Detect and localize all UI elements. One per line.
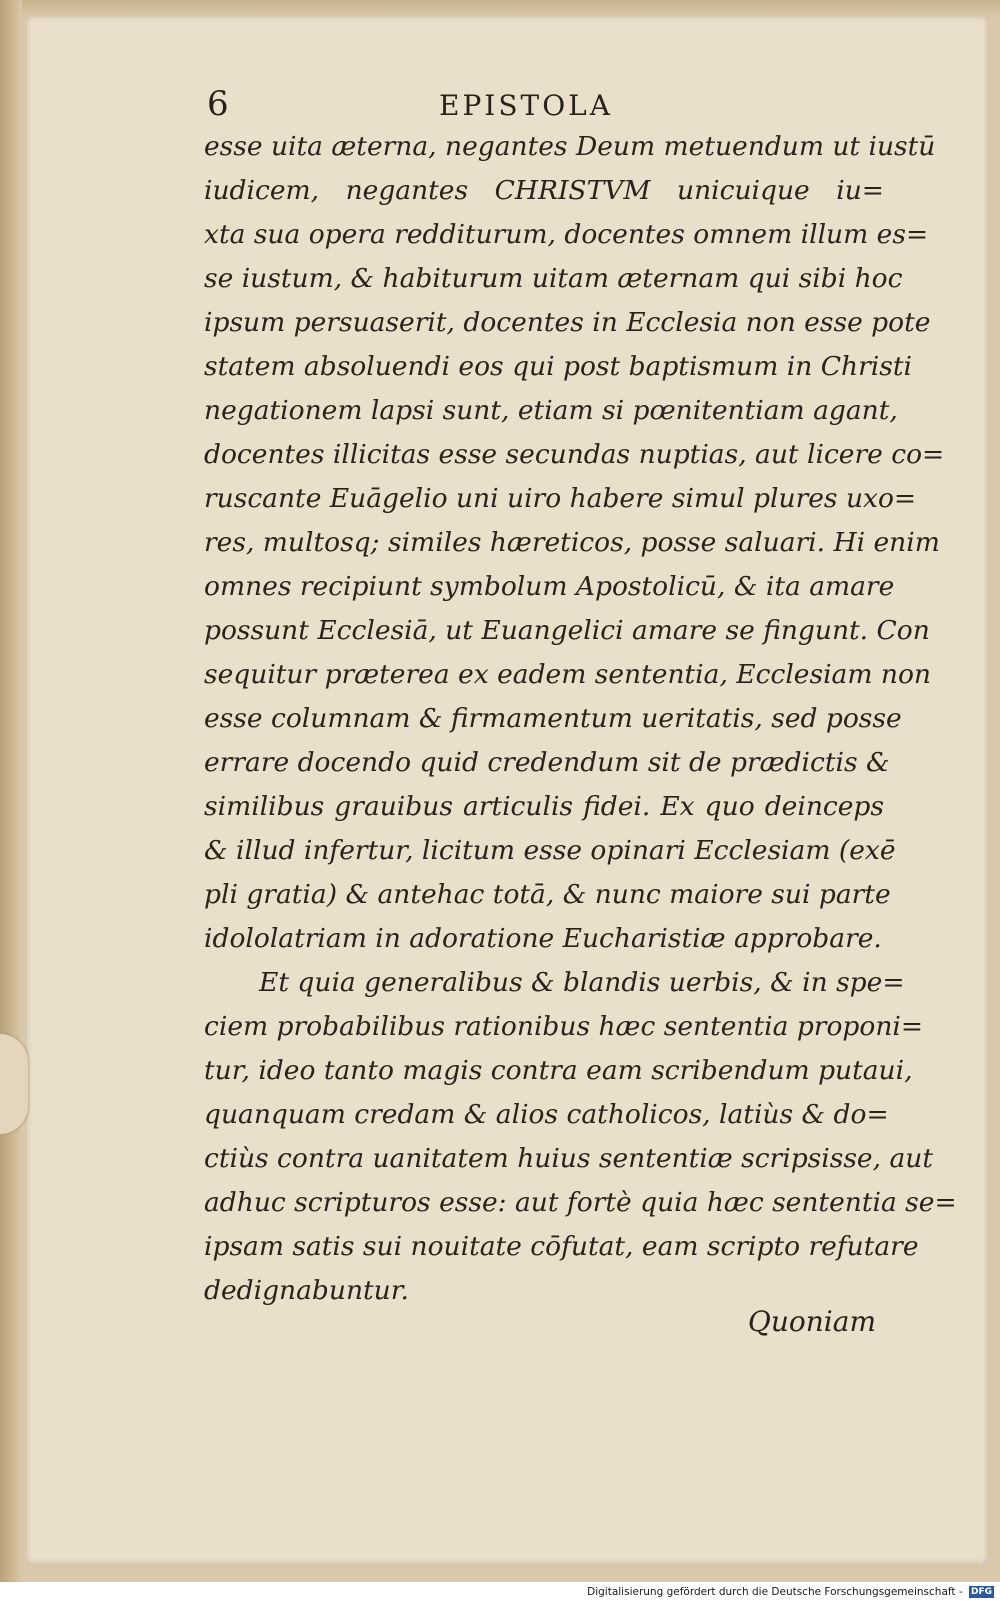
text-line: docentes illicitas esse secundas nuptias, aut licere co= — [204, 439, 945, 470]
text-line: res, multosq; similes hæreticos, posse saluari. Hi enim — [204, 527, 940, 558]
page-body — [204, 125, 957, 1313]
dfg-logo-icon: DFG — [970, 1587, 992, 1597]
text-line: pli gratia) & antehac totā, & nunc maiore sui parte — [204, 879, 891, 910]
page-tab-marker — [0, 1034, 28, 1134]
text-line: quanquam credam & alios catholicos, latiùs & do= — [204, 1099, 889, 1130]
text-line: ipsam satis sui nouitate cōfutat, eam scripto refutare — [204, 1231, 919, 1262]
text-line: & illud infertur, licitum esse opinari Ecclesiam (exē — [204, 835, 896, 866]
text-line: omnes recipiunt symbolum Apostolicū, & ita amare — [204, 571, 895, 602]
text-line: idololatriam in adoratione Eucharistiæ approbare. — [204, 923, 882, 954]
text-line: iudicem, negantes CHRISTVM unicuique iu= — [204, 175, 884, 206]
text-line: adhuc scripturos esse: aut fortè quia hæc sententia se= — [204, 1187, 957, 1218]
text-line: xta sua opera redditurum, docentes omnem illum es= — [204, 219, 929, 250]
text-line: esse uita æterna, negantes Deum metuendum ut iustū — [204, 131, 936, 162]
text-line: se iustum, & habiturum uitam æternam qui sibi hoc — [204, 263, 903, 294]
text-line: Et quia generalibus & blandis uerbis, & in spe= — [259, 967, 905, 998]
text-line: dedignabuntur. — [204, 1275, 409, 1306]
text-line: negationem lapsi sunt, etiam si pœnitentiam agant, — [204, 395, 898, 426]
text-line: similibus grauibus articulis fidei. Ex quo deinceps — [204, 791, 884, 822]
binding-left-edge — [0, 0, 22, 1582]
credit-text: Digitalisierung gefördert durch die Deutsche Forschungsgemeinschaft - — [587, 1586, 963, 1598]
running-head: EPISTOLA — [439, 89, 613, 122]
text-line: ruscante Euāgelio uni uiro habere simul plures uxo= — [204, 483, 917, 514]
digitization-credit — [587, 1584, 994, 1600]
text-line: sequitur præterea ex eadem sententia, Ecclesiam non — [204, 659, 931, 690]
page-number: 6 — [207, 84, 229, 124]
text-line: possunt Ecclesiā, ut Euangelici amare se fingunt. Con — [204, 615, 930, 646]
catchword: Quoniam — [747, 1305, 876, 1338]
text-line: ciem probabilibus rationibus hæc sententia proponi= — [204, 1011, 924, 1042]
text-line: esse columnam & firmamentum ueritatis, sed posse — [204, 703, 902, 734]
text-line: statem absoluendi eos qui post baptismum in Christi — [204, 351, 912, 382]
text-line: ipsum persuaserit, docentes in Ecclesia non esse pote — [204, 307, 931, 338]
text-line: ctiùs contra uanitatem huius sententiæ scripsisse, aut — [204, 1143, 933, 1174]
text-line: tur, ideo tanto magis contra eam scribendum putaui, — [204, 1055, 913, 1086]
text-line: errare docendo quid credendum sit de prædictis & — [204, 747, 890, 778]
